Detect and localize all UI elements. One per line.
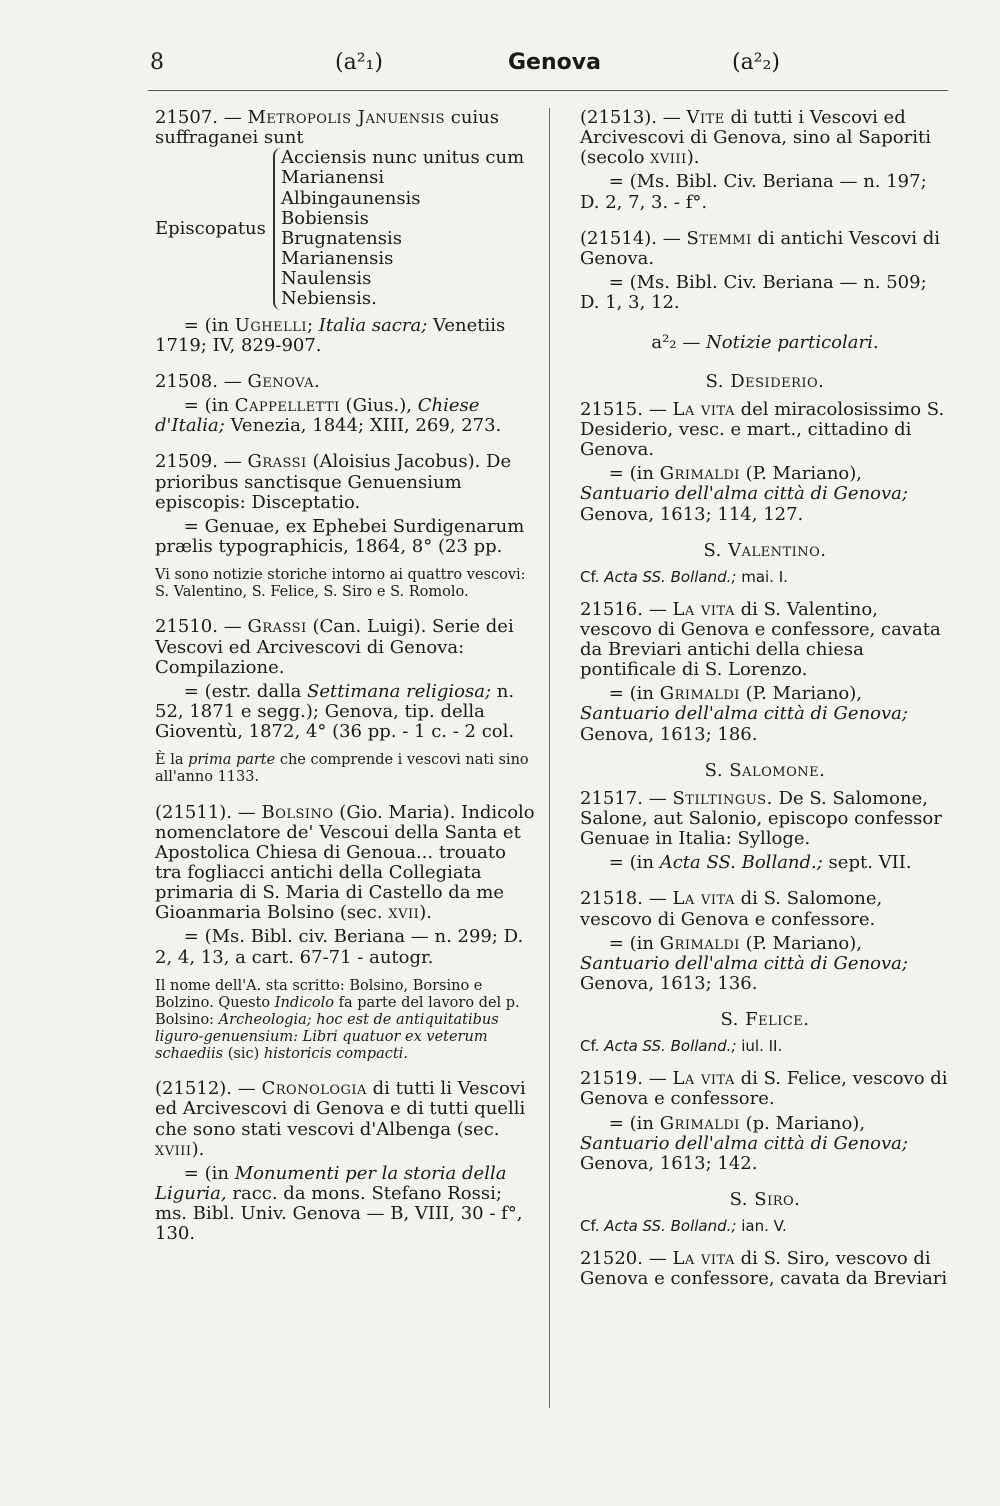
- see-item: Brugnatensis: [281, 227, 402, 249]
- see-item: Albingaunensis: [281, 187, 421, 209]
- entry-heading: 21517. — Stiltingus. De S. Salomone, Salone, aut Salonio, episcopo confessor Genuae in Italia: Sylloge.: [580, 787, 942, 850]
- entry-citation: = (in Grimaldi (P. Mariano), Santuario dell'alma città di Genova; Genova, 1613; 186.: [580, 683, 908, 745]
- see-item: Acciensis nunc unitus cum: [281, 147, 525, 169]
- entry-heading: (21511). — Bolsino (Gio. Maria). Indicolo nomenclatore de' Vescoui della Santa et Apostolica Chiesa di Genoua... trouato tra fogliacci antichi della Collegiata primaria di S. Maria di Castello da me Gioanmaria Bolsino (sec. xvii).: [155, 801, 535, 924]
- left-section-mark: (a²₁): [335, 50, 383, 75]
- entry-21515: [580, 400, 950, 525]
- entry-21518: [580, 889, 950, 994]
- entry-heading: 21509. — Grassi (Aloisius Jacobus). De prioribus sanctisque Genuensium episcopis: Disceptatio.: [155, 451, 512, 513]
- cross-reference: Cf. Acta SS. Bolland.; ian. V.: [580, 1217, 787, 1236]
- entry-heading: 21516. — La vita di S. Valentino, vescovo di Genova e confessore, cavata da Breviari antichi della chiesa pontificale di S. Lorenzo.: [580, 598, 941, 681]
- saint-heading-felice: S. Felice.: [720, 1009, 810, 1031]
- entry-21519: [580, 1069, 950, 1174]
- entry-21513: [580, 108, 950, 213]
- see-item: Marianensis: [281, 248, 394, 270]
- see-item: Naulensis: [281, 268, 372, 290]
- see-item: Bobiensis: [281, 207, 369, 229]
- entry-citation: = (in Grimaldi (P. Mariano), Santuario dell'alma città di Genova; Genova, 1613; 114, 127.: [580, 463, 908, 525]
- entry-note: Il nome dell'A. sta scritto: Bolsino, Borsino e Bolzino. Questo Indicolo fa parte del lavoro del p. Bolsino: Archeologia; hoc est de antiquitatibus liguro-genuensium: Libri quatuor ex veterum schaediis (sic) historicis compacti.: [155, 977, 520, 1063]
- running-header: [140, 50, 940, 90]
- entry-citation: = (Ms. Bibl. Civ. Beriana — n. 197; D. 2, 7, 3. - f°.: [580, 171, 927, 213]
- saint-heading-siro: S. Siro.: [729, 1189, 801, 1210]
- saint-heading-valentino: S. Valentino.: [703, 539, 827, 561]
- entry-citation: = (in Acta SS. Bolland.; sept. VII.: [608, 852, 912, 874]
- see-item: Nebiensis.: [281, 288, 377, 310]
- entry-21511: [155, 803, 535, 1064]
- header-rule: [148, 90, 948, 91]
- right-section-mark: (a²₂): [732, 50, 780, 75]
- saint-heading-desiderio: S. Desiderio.: [705, 370, 825, 392]
- entry-heading: 21515. — La vita del miracolosissimo S. Desiderio, vesc. e mart., cittadino di Genova.: [580, 398, 945, 461]
- entry-citation: = (in Grimaldi (p. Mariano), Santuario dell'alma città di Genova; Genova, 1613; 142.: [580, 1112, 908, 1174]
- entry-heading: 21507. — Metropolis Januensis cuius suffraganei sunt: [155, 107, 500, 149]
- entry-heading: 21518. — La vita di S. Salomone, vescovo di Genova e confessore.: [580, 888, 883, 930]
- entry-citation: = (in Grimaldi (P. Mariano), Santuario dell'alma città di Genova; Genova, 1613; 136.: [580, 932, 908, 995]
- entry-21514: [580, 229, 950, 314]
- saint-heading-salomone: S. Salomone.: [704, 759, 826, 781]
- entry-21516: [580, 600, 950, 745]
- suffragan-sees: [155, 148, 535, 309]
- entry-heading: 21510. — Grassi (Can. Luigi). Serie dei Vescovi ed Arcivescovi di Genova: Compilazione.: [155, 616, 514, 678]
- entry-citation: = (estr. dalla Settimana religiosa; n. 52, 1871 e segg.); Genova, tip. della Gioventù, 1872, 4° (36 pp. - 1 c. - 2 col.: [155, 680, 515, 743]
- column-divider: [549, 108, 550, 1408]
- left-column: [155, 108, 535, 1261]
- entry-citation: = (in Monumenti per la storia della Liguria, racc. da mons. Stefano Rossi; ms. Bibl. Univ. Genova — B, VIII, 30 - f°, 130.: [155, 1162, 523, 1245]
- entry-heading: (21513). — Vite di tutti i Vescovi ed Arcivescovi di Genova, sino al Saporiti (secolo xviii).: [580, 107, 931, 169]
- entry-21507: [155, 108, 535, 356]
- page-number: 8: [150, 50, 164, 75]
- entry-21510: [155, 617, 535, 786]
- entry-21508: [155, 372, 535, 436]
- entry-21509: [155, 452, 535, 601]
- entry-21517: [580, 789, 950, 874]
- right-column: [580, 108, 950, 1305]
- cross-reference: Cf. Acta SS. Bolland.; mai. I.: [580, 567, 788, 586]
- entry-heading: 21519. — La vita di S. Felice, vescovo di Genova e confessore.: [580, 1068, 948, 1110]
- entry-heading: (21514). — Stemmi di antichi Vescovi di Genova.: [580, 227, 941, 269]
- entry-21512: [155, 1079, 535, 1244]
- entry-21520: [580, 1249, 950, 1289]
- entry-citation: = (in Ughelli; Italia sacra; Venetiis 1719; IV, 829-907.: [155, 314, 506, 356]
- see-item: Marianensi: [281, 167, 385, 189]
- entry-heading: 21520. — La vita di S. Siro, vescovo di Genova e confessore, cavata da Breviari: [580, 1247, 948, 1290]
- entry-citation: = Genuae, ex Ephebei Surdigenarum prælis typographicis, 1864, 8° (23 pp.: [155, 515, 525, 557]
- entry-note: Vi sono notizie storiche intorno ai quattro vescovi: S. Valentino, S. Felice, S. Siro e S. Romolo.: [155, 567, 526, 601]
- entry-heading: (21512). — Cronologia di tutti li Vescovi ed Arcivescovi di Genova e di tutti quelli che sono stati vescovi d'Albenga (sec. xviii).: [155, 1078, 526, 1160]
- sees-list: [273, 148, 524, 309]
- section-heading: a²₂ — Notizie particolari.: [651, 332, 879, 354]
- entry-citation: = (Ms. Bibl. Civ. Beriana — n. 509; D. 1, 3, 12.: [580, 272, 927, 314]
- entry-citation: = (in Cappelletti (Gius.), Chiese d'Italia; Venezia, 1844; XIII, 269, 273.: [155, 395, 502, 437]
- entry-citation: = (Ms. Bibl. civ. Beriana — n. 299; D. 2, 4, 13, a cart. 67-71 - autogr.: [155, 926, 524, 968]
- cross-reference: Cf. Acta SS. Bolland.; iul. II.: [580, 1037, 783, 1056]
- entry-author: Metropolis Januensis: [247, 107, 446, 128]
- running-title: Genova: [508, 50, 601, 75]
- entry-heading: 21508. — Genova.: [155, 370, 321, 392]
- entry-note: È la prima parte che comprende i vescovi nati sino all'anno 1133.: [155, 752, 529, 786]
- episcopatus-label: Episcopatus: [155, 217, 266, 239]
